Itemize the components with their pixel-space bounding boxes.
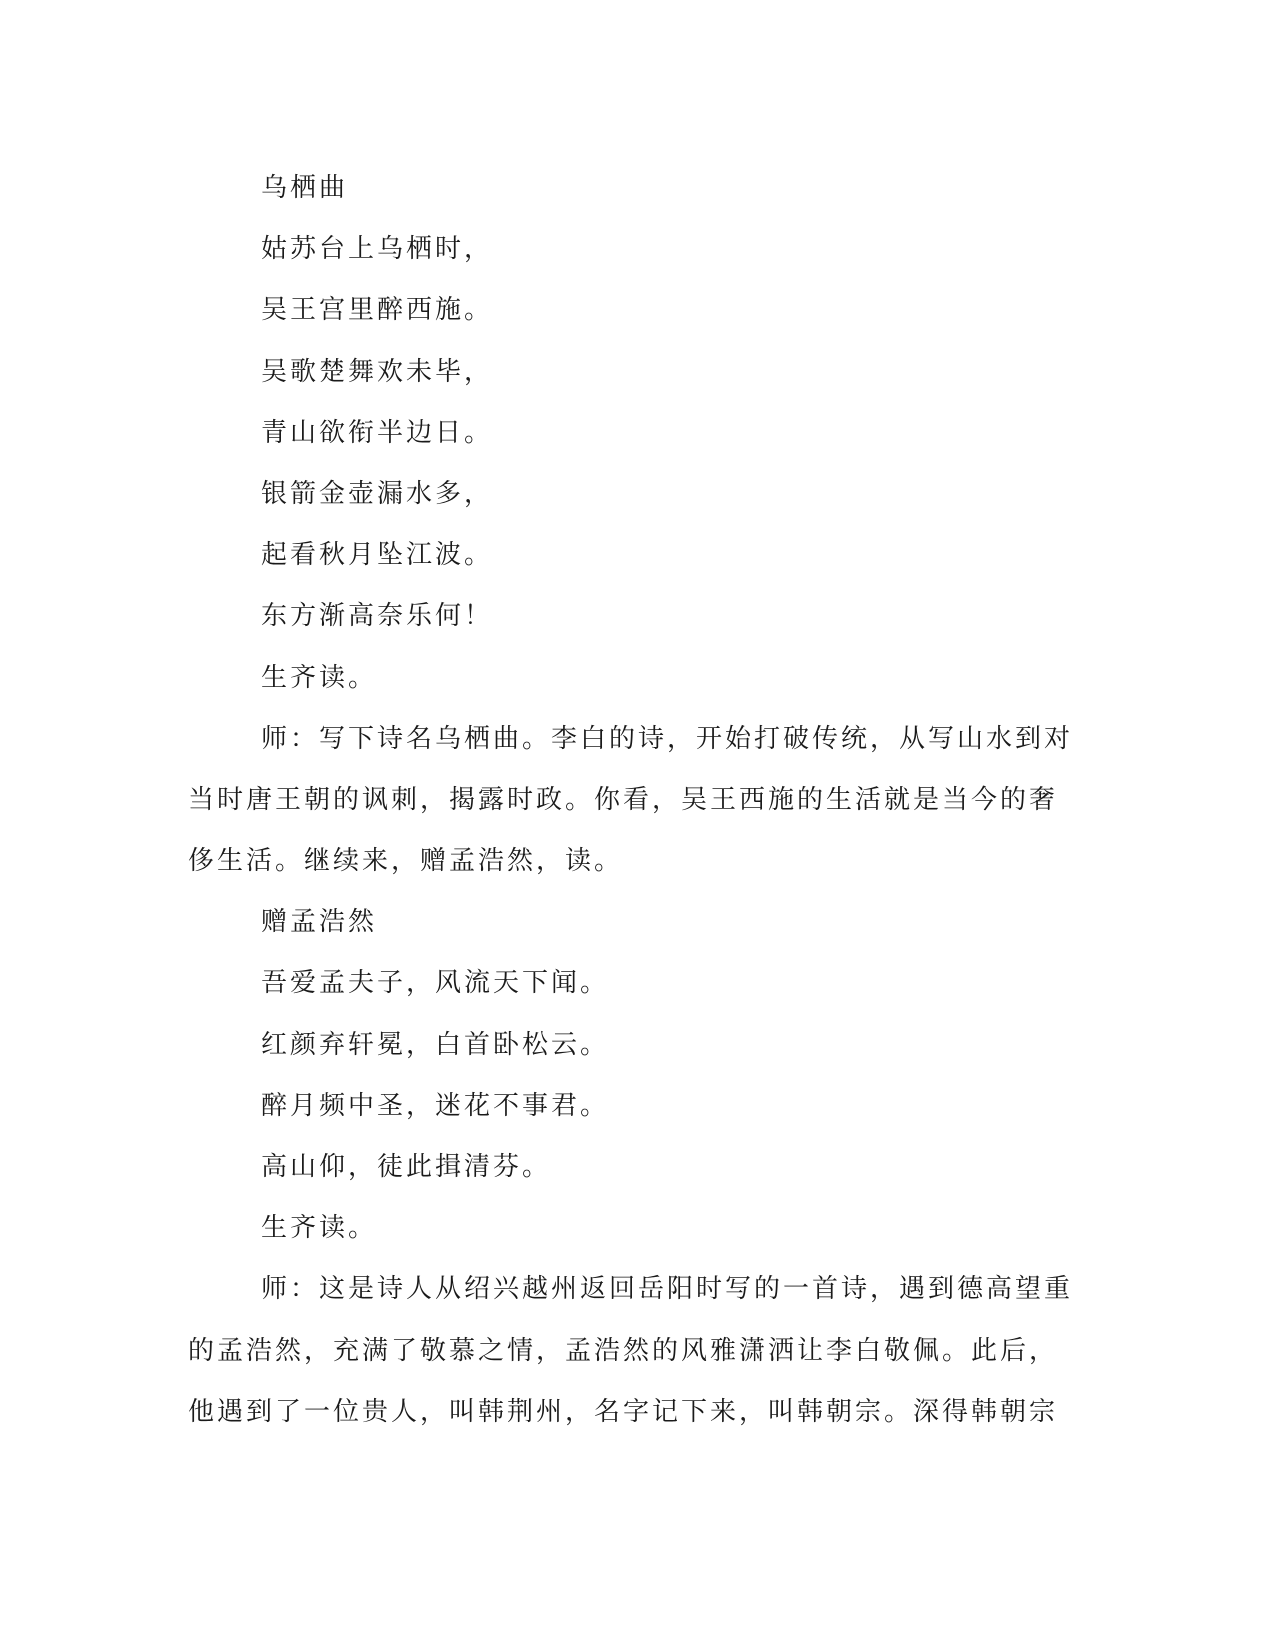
- student-reading: 生齐读。: [261, 662, 378, 693]
- poem-title: 乌栖曲: [261, 173, 349, 203]
- poem-line: 醉月频中圣，迷花不事君。: [261, 1090, 610, 1121]
- document-body: [188, 158, 1074, 1443]
- poem-line: 吴王宫里醉西施。: [261, 295, 494, 326]
- poem-line: 东方渐高奈乐何！: [261, 601, 494, 632]
- teacher-paragraph-line: 师：这是诗人从绍兴越州返回岳阳时写的一首诗，遇到德高望重: [261, 1274, 1074, 1305]
- poem-line: 红颜弃轩冕，白首卧松云。: [261, 1029, 610, 1060]
- teacher-paragraph-line: 侈生活。继续来，赠孟浩然，读。: [188, 846, 624, 877]
- poem-line: 吾爱孟夫子，风流天下闻。: [261, 968, 610, 999]
- student-reading: 生齐读。: [261, 1213, 378, 1244]
- poem-line: 起看秋月坠江波。: [261, 540, 494, 571]
- poem-line: 姑苏台上乌栖时，: [261, 234, 494, 265]
- poem-line: 银箭金壶漏水多，: [261, 478, 494, 509]
- teacher-paragraph-line: 的孟浩然，充满了敬慕之情，孟浩然的风雅潇洒让李白敬佩。此后，: [188, 1335, 1059, 1366]
- teacher-paragraph-line: 师：写下诗名乌栖曲。李白的诗，开始打破传统，从写山水到对: [261, 723, 1074, 754]
- poem-line: 青山欲衔半边日。: [261, 417, 494, 448]
- poem-title: 赠孟浩然: [261, 907, 378, 938]
- poem-line: 高山仰，徒此揖清芬。: [261, 1152, 552, 1182]
- teacher-paragraph-line: 他遇到了一位贵人，叫韩荆州，名字记下来，叫韩朝宗。深得韩朝宗: [188, 1396, 1059, 1427]
- teacher-paragraph-line: 当时唐王朝的讽刺，揭露时政。你看，吴王西施的生活就是当今的奢: [188, 784, 1059, 815]
- poem-line: 吴歌楚舞欢未毕，: [261, 356, 494, 387]
